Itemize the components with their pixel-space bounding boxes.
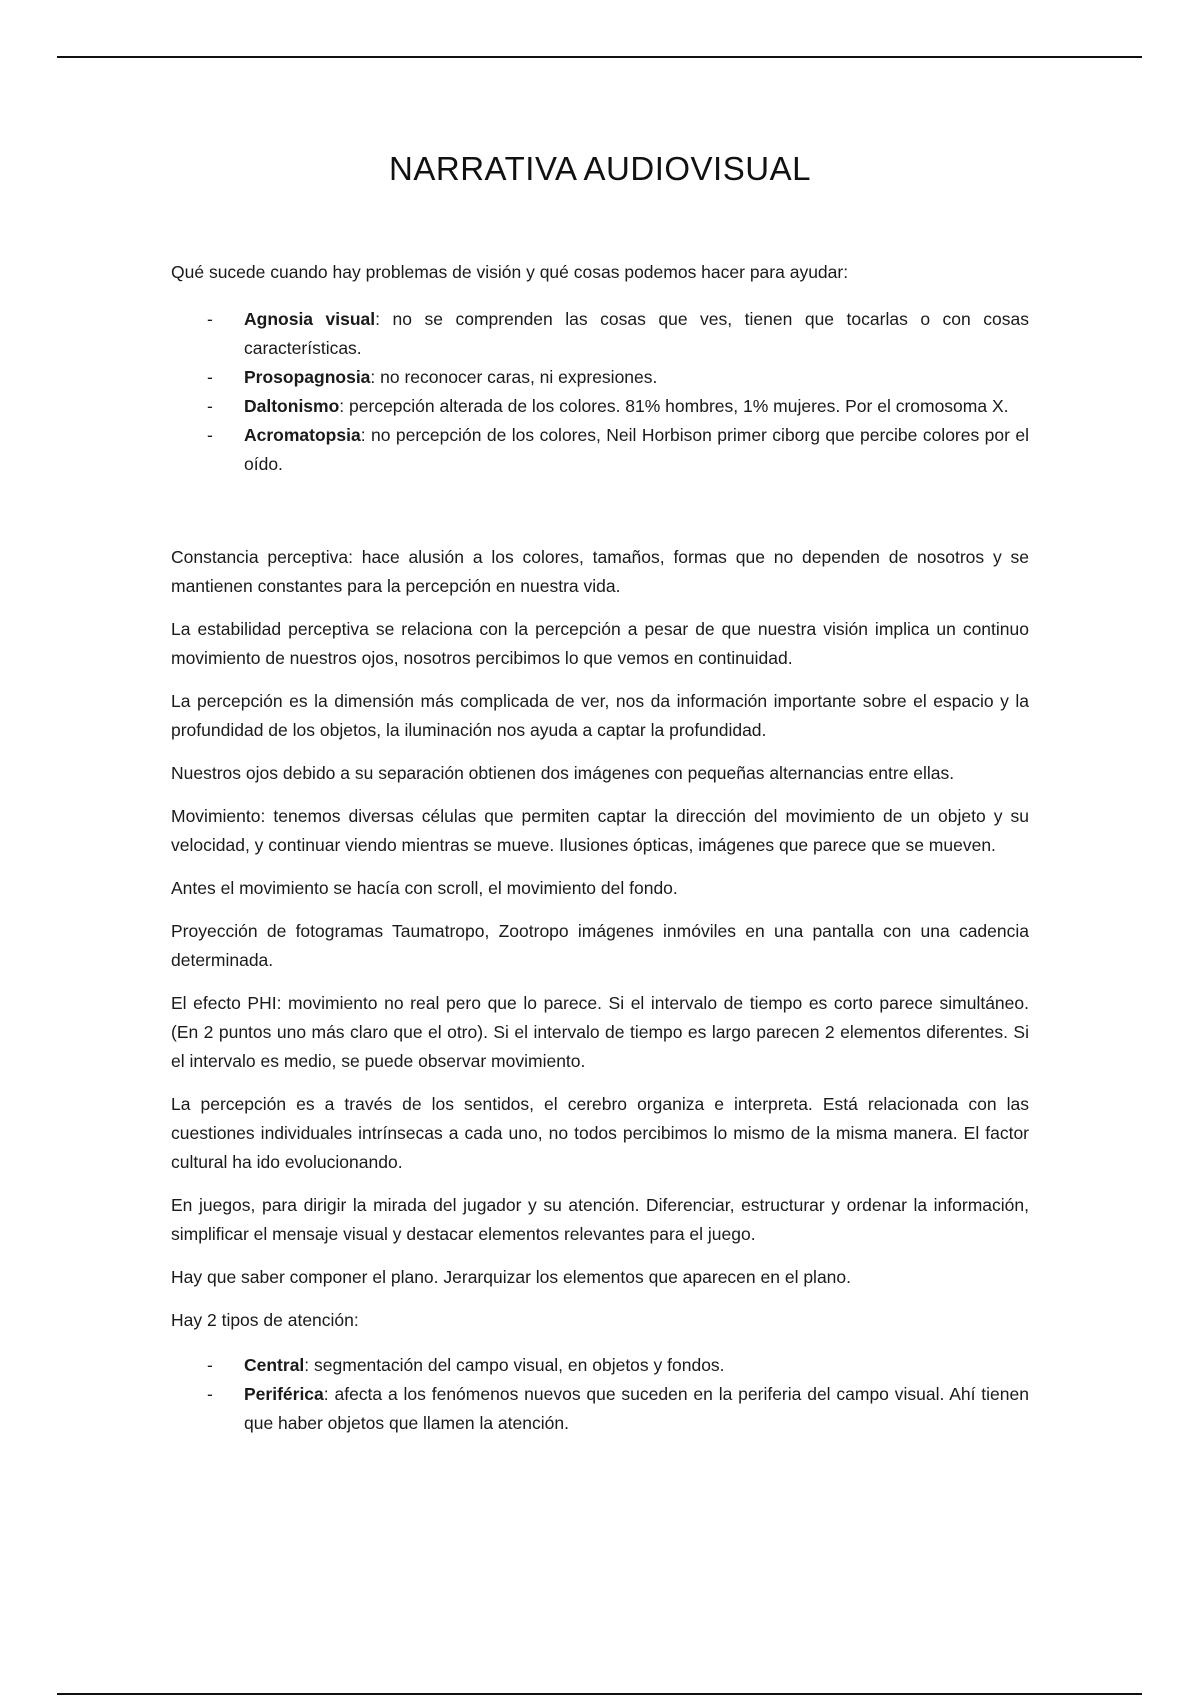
paragraph: Nuestros ojos debido a su separación obtienen dos imágenes con pequeñas alternancias entre ellas. bbox=[171, 763, 955, 783]
term: Central bbox=[244, 1355, 305, 1375]
definition: : no se comprenden las cosas que ves, tienen que tocarlas o con cosas características. bbox=[244, 309, 1029, 358]
term: Daltonismo bbox=[244, 396, 340, 416]
list-item bbox=[171, 392, 1029, 421]
paragraph: Movimiento: tenemos diversas células que permiten captar la dirección del movimiento de un objeto y su velocidad, y continuar viendo mientras se mueve. Ilusiones ópticas, imágenes que parece que se mueven. bbox=[171, 806, 1029, 855]
list-item bbox=[171, 421, 1029, 479]
paragraph: Antes el movimiento se hacía con scroll, el movimiento del fondo. bbox=[171, 878, 678, 898]
definition: : no reconocer caras, ni expresiones. bbox=[370, 367, 658, 387]
page-title: NARRATIVA AUDIOVISUAL bbox=[389, 150, 811, 187]
definition: : afecta a los fenómenos nuevos que suceden en la periferia del campo visual. Ahí tienen que haber objetos que llamen la atención. bbox=[244, 1384, 1029, 1433]
term: Prosopagnosia bbox=[244, 367, 371, 387]
list-item bbox=[171, 305, 1029, 363]
definition: : no percepción de los colores, Neil Horbison primer ciborg que percibe colores por el oído. bbox=[244, 425, 1029, 474]
document-body bbox=[171, 258, 1029, 1438]
list-item bbox=[171, 1351, 1029, 1380]
paragraph: La percepción es la dimensión más complicada de ver, nos da información importante sobre el espacio y la profundidad de los objetos, la iluminación nos ayuda a captar la profundidad. bbox=[171, 691, 1029, 740]
term: Periférica bbox=[244, 1384, 324, 1404]
paragraph: El efecto PHI: movimiento no real pero que lo parece. Si el intervalo de tiempo es corto parece simultáneo. (En 2 puntos uno más claro que el otro). Si el intervalo de tiempo es largo parecen 2 elementos diferentes. Si el intervalo es medio, se puede observar movimiento. bbox=[171, 993, 1029, 1071]
paragraph: Hay que saber componer el plano. Jerarquizar los elementos que aparecen en el plano. bbox=[171, 1267, 852, 1287]
paragraph: Hay 2 tipos de atención: bbox=[171, 1310, 359, 1330]
term: Agnosia visual bbox=[244, 309, 376, 329]
definition: : segmentación del campo visual, en objetos y fondos. bbox=[304, 1355, 725, 1375]
paragraph: Proyección de fotogramas Taumatropo, Zootropo imágenes inmóviles en una pantalla con una cadencia determinada. bbox=[171, 921, 1029, 970]
top-rule bbox=[57, 56, 1142, 58]
list-item bbox=[171, 363, 1029, 392]
term: Acromatopsia bbox=[244, 425, 361, 445]
paragraph: Constancia perceptiva: hace alusión a los colores, tamaños, formas que no dependen de nosotros y se mantienen constantes para la percepción en nuestra vida. bbox=[171, 547, 1029, 596]
intro-paragraph: Qué sucede cuando hay problemas de visión y qué cosas podemos hacer para ayudar: bbox=[171, 262, 849, 282]
paragraph: La estabilidad perceptiva se relaciona con la percepción a pesar de que nuestra visión implica un continuo movimiento de nuestros ojos, nosotros percibimos lo que vemos en continuidad. bbox=[171, 619, 1029, 668]
paragraph: En juegos, para dirigir la mirada del jugador y su atención. Diferenciar, estructurar y ordenar la información, simplificar el mensaje visual y destacar elementos relevantes para el juego. bbox=[171, 1195, 1029, 1244]
vision-problems-list bbox=[171, 305, 1029, 479]
bottom-rule bbox=[57, 1693, 1142, 1695]
list-item bbox=[171, 1380, 1029, 1438]
paragraph: La percepción es a través de los sentidos, el cerebro organiza e interpreta. Está relacionada con las cuestiones individuales intrínsecas a cada uno, no todos percibimos lo mismo de la misma manera. El factor cultural ha ido evolucionando. bbox=[171, 1094, 1029, 1172]
definition: : percepción alterada de los colores. 81% hombres, 1% mujeres. Por el cromosoma X. bbox=[339, 396, 1009, 416]
attention-types-list bbox=[171, 1351, 1029, 1438]
